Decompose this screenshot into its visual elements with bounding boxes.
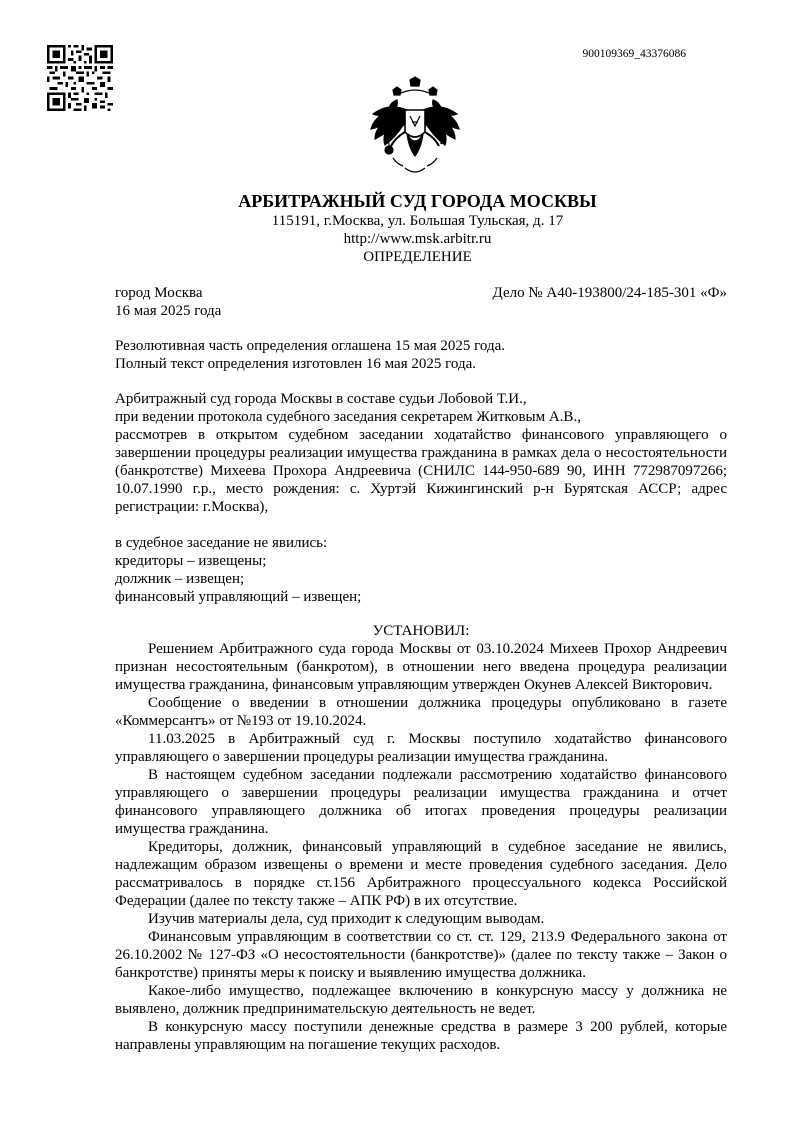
intro-paragraph: рассмотрев в открытом судебном заседании ходатайство финансового управляющего о завершении процедуры реализации имущества гражданина в рамках дела о несостоятельности (банкротстве) Михеева Прохора Андреевича (СНИЛС 144-950-689 90, ИНН 772987097266; 10.07.1990 г.р., место рождения: с. Хуртэй Кижингинский р-н Бурятская АССР; адрес регистрации: г.Москва), bbox=[115, 427, 727, 515]
paragraph: Какое-либо имущество, подлежащее включению в конкурсную массу у должника не выявлено, должник предпринимательскую деятельность не ведет. bbox=[115, 983, 727, 1017]
document-date: 16 мая 2025 года bbox=[115, 303, 222, 319]
attendance-block bbox=[115, 534, 727, 606]
paragraph: В конкурсную массу поступили денежные средства в размере 3 200 рублей, которые направлены управляющим на погашение текущих расходов. bbox=[115, 1019, 727, 1053]
qr-code-icon bbox=[47, 45, 113, 111]
case-number: Дело № А40-193800/24-185-301 «Ф» bbox=[492, 285, 727, 301]
city: город Москва bbox=[115, 285, 203, 301]
paragraph: В настоящем судебном заседании подлежали рассмотрению ходатайство финансового управляющего о завершении процедуры реализации имущества гражданина и отчет финансового управляющего должника об итогах проведения процедуры реализации имущества гражданина. bbox=[115, 767, 727, 837]
announcement-line: Полный текст определения изготовлен 16 мая 2025 года. bbox=[115, 356, 476, 372]
attendance-line: в судебное заседание не явились: bbox=[115, 535, 328, 551]
double-headed-eagle-emblem-icon bbox=[367, 76, 463, 180]
court-name: АРБИТРАЖНЫЙ СУД ГОРОДА МОСКВЫ bbox=[238, 191, 597, 211]
paragraph: Сообщение о введении в отношении должника процедуры опубликовано в газете «Коммерсантъ» от №193 от 19.10.2024. bbox=[115, 695, 727, 729]
section-title: УСТАНОВИЛ: bbox=[372, 623, 470, 639]
intro-line: при ведении протокола судебного заседания секретарем Житковым А.В., bbox=[115, 409, 581, 425]
announcements-block bbox=[115, 337, 727, 373]
court-address: 115191, г.Москва, ул. Большая Тульская, д. 17 bbox=[271, 213, 564, 229]
court-website-link[interactable]: http://www.msk.arbitr.ru bbox=[343, 231, 492, 247]
intro-line: Арбитражный суд города Москвы в составе судьи Лобовой Т.И., bbox=[115, 391, 527, 407]
document-id: 900109369_43376086 bbox=[582, 48, 686, 60]
paragraph: 11.03.2025 в Арбитражный суд г. Москвы поступило ходатайство финансового управляющего о завершении процедуры реализации имущества гражданина. bbox=[115, 731, 727, 765]
findings-block bbox=[115, 640, 727, 1054]
paragraph: Кредиторы, должник, финансовый управляющий в судебное заседание не явились, надлежащим образом извещены о времени и месте проведения судебного заседания. Дело рассматривалось в порядке ст.156 Арбитражного процессуального кодекса Российской Федерации (далее по тексту также – АПК РФ) в их отсутствие. bbox=[115, 839, 727, 909]
paragraph: Решением Арбитражного суда города Москвы от 03.10.2024 Михеев Прохор Андреевич признан несостоятельным (банкротом), в отношении него введена процедура реализации имущества гражданина, финансовым управляющим утвержден Окунев Алексей Викторович. bbox=[115, 641, 727, 693]
paragraph: Изучив материалы дела, суд приходит к следующим выводам. bbox=[148, 911, 545, 927]
paragraph: Финансовым управляющим в соответствии со ст. ст. 129, 213.9 Федерального закона от 26.10.2002 № 127-ФЗ «О несостоятельности (банкротстве)» (далее по тексту также – Закон о банкротстве) приняты меры к поиску и выявлению имущества должника. bbox=[115, 929, 727, 981]
announcement-line: Резолютивная часть определения оглашена 15 мая 2025 года. bbox=[115, 338, 506, 354]
document-type: ОПРЕДЕЛЕНИЕ bbox=[363, 249, 472, 265]
attendance-line: финансовый управляющий – извещен; bbox=[115, 589, 362, 605]
attendance-line: должник – извещен; bbox=[115, 571, 245, 587]
attendance-line: кредиторы – извещены; bbox=[115, 553, 267, 569]
intro-block bbox=[115, 390, 727, 516]
